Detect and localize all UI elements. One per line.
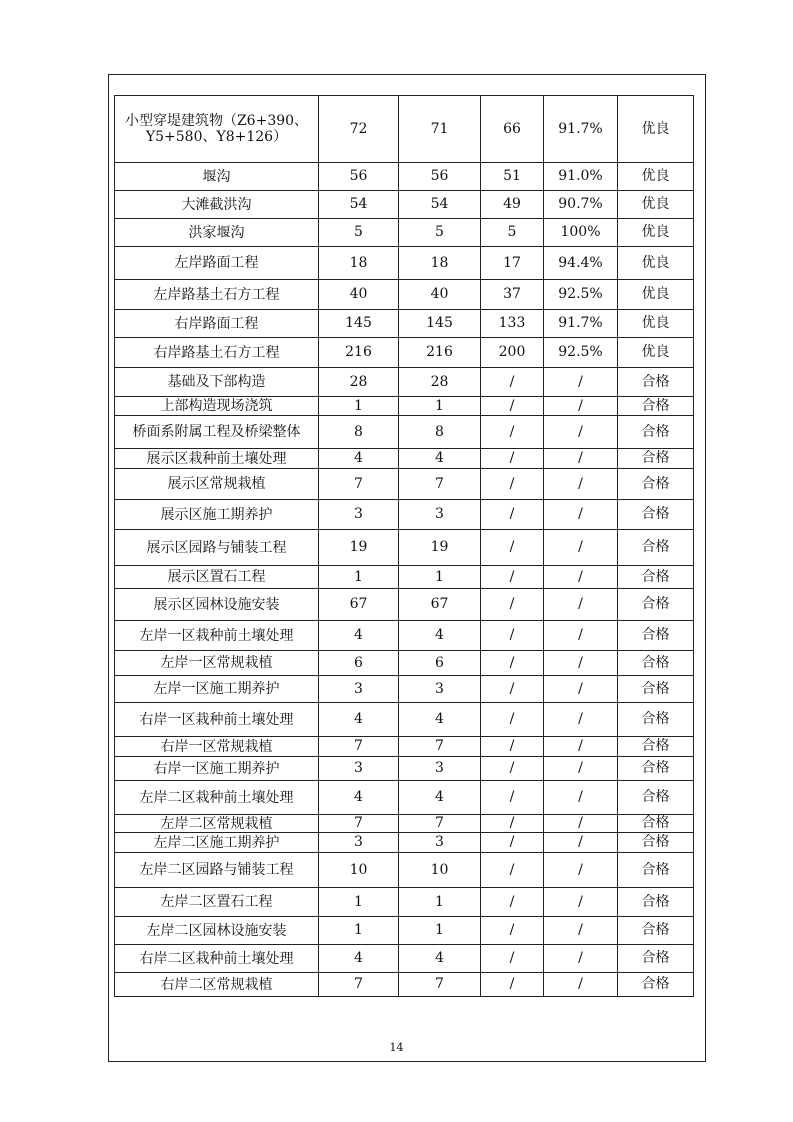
units-count-cell: 4 (319, 945, 399, 973)
item-name-cell: 小型穿堤建筑物（Z6+390、Y5+580、Y8+126） (115, 96, 319, 163)
grade-cell: 合格 (618, 737, 694, 757)
excellent-rate-cell: / (544, 500, 618, 530)
units-count-cell: 7 (319, 469, 399, 500)
item-name-cell: 左岸二区施工期养护 (115, 833, 319, 853)
item-name-cell: 展示区施工期养护 (115, 500, 319, 530)
excellent-rate-cell: / (544, 397, 618, 416)
table-row (115, 219, 694, 247)
table-row (115, 247, 694, 280)
qualified-count-cell: 71 (399, 96, 481, 163)
excellent-count-cell: / (481, 757, 544, 781)
grade-cell: 合格 (618, 815, 694, 833)
grade-cell: 合格 (618, 853, 694, 888)
table-row (115, 757, 694, 781)
units-count-cell: 7 (319, 973, 399, 997)
excellent-rate-cell: / (544, 917, 618, 945)
excellent-rate-cell: / (544, 589, 618, 621)
grade-cell: 优良 (618, 280, 694, 310)
table-row (115, 449, 694, 469)
excellent-rate-cell: 100% (544, 219, 618, 247)
item-name-cell: 左岸二区园林设施安装 (115, 917, 319, 945)
qualified-count-cell: 1 (399, 888, 481, 917)
item-name-cell: 左岸一区常规栽植 (115, 651, 319, 676)
excellent-rate-cell: / (544, 469, 618, 500)
grade-cell: 优良 (618, 247, 694, 280)
excellent-count-cell: / (481, 737, 544, 757)
units-count-cell: 7 (319, 815, 399, 833)
excellent-rate-cell: / (544, 449, 618, 469)
units-count-cell: 28 (319, 368, 399, 397)
item-name-cell: 右岸一区常规栽植 (115, 737, 319, 757)
item-name-cell: 大滩截洪沟 (115, 191, 319, 219)
grade-cell: 优良 (618, 191, 694, 219)
table-row (115, 397, 694, 416)
units-count-cell: 216 (319, 338, 399, 368)
item-name-cell: 左岸二区园路与铺装工程 (115, 853, 319, 888)
grade-cell: 合格 (618, 368, 694, 397)
item-name-cell: 右岸一区施工期养护 (115, 757, 319, 781)
grade-cell: 合格 (618, 888, 694, 917)
table-row (115, 500, 694, 530)
units-count-cell: 4 (319, 449, 399, 469)
grade-cell: 合格 (618, 833, 694, 853)
table-row (115, 191, 694, 219)
table-row (115, 163, 694, 191)
units-count-cell: 40 (319, 280, 399, 310)
excellent-count-cell: / (481, 703, 544, 737)
excellent-rate-cell: / (544, 888, 618, 917)
table-row (115, 96, 694, 163)
qualified-count-cell: 5 (399, 219, 481, 247)
table-row (115, 917, 694, 945)
grade-cell: 合格 (618, 500, 694, 530)
excellent-rate-cell: / (544, 566, 618, 589)
grade-cell: 优良 (618, 96, 694, 163)
excellent-rate-cell: 90.7% (544, 191, 618, 219)
grade-cell: 优良 (618, 163, 694, 191)
item-name-cell: 展示区园林设施安装 (115, 589, 319, 621)
item-name-cell: 左岸二区常规栽植 (115, 815, 319, 833)
qualified-count-cell: 8 (399, 416, 481, 449)
qualified-count-cell: 6 (399, 651, 481, 676)
excellent-rate-cell: / (544, 530, 618, 566)
excellent-count-cell: 49 (481, 191, 544, 219)
excellent-count-cell: / (481, 416, 544, 449)
units-count-cell: 4 (319, 781, 399, 815)
item-name-cell: 右岸路面工程 (115, 310, 319, 338)
excellent-count-cell: / (481, 469, 544, 500)
units-count-cell: 1 (319, 397, 399, 416)
grade-cell: 合格 (618, 703, 694, 737)
excellent-rate-cell: / (544, 368, 618, 397)
qualified-count-cell: 4 (399, 703, 481, 737)
qualified-count-cell: 3 (399, 833, 481, 853)
excellent-count-cell: 17 (481, 247, 544, 280)
qualified-count-cell: 7 (399, 815, 481, 833)
table-body (115, 96, 694, 997)
table-row (115, 310, 694, 338)
grade-cell: 合格 (618, 757, 694, 781)
units-count-cell: 3 (319, 500, 399, 530)
qualified-count-cell: 40 (399, 280, 481, 310)
table-row (115, 338, 694, 368)
excellent-rate-cell: / (544, 973, 618, 997)
excellent-rate-cell: / (544, 781, 618, 815)
excellent-rate-cell: / (544, 703, 618, 737)
qualified-count-cell: 28 (399, 368, 481, 397)
table-row (115, 280, 694, 310)
table-row (115, 833, 694, 853)
grade-cell: 合格 (618, 530, 694, 566)
units-count-cell: 8 (319, 416, 399, 449)
units-count-cell: 5 (319, 219, 399, 247)
excellent-rate-cell: 94.4% (544, 247, 618, 280)
qualified-count-cell: 67 (399, 589, 481, 621)
excellent-count-cell: / (481, 621, 544, 651)
excellent-count-cell: 66 (481, 96, 544, 163)
excellent-rate-cell: 91.7% (544, 96, 618, 163)
excellent-count-cell: 133 (481, 310, 544, 338)
table-row (115, 703, 694, 737)
grade-cell: 优良 (618, 338, 694, 368)
excellent-rate-cell: / (544, 621, 618, 651)
qualified-count-cell: 10 (399, 853, 481, 888)
excellent-rate-cell: / (544, 853, 618, 888)
qualified-count-cell: 19 (399, 530, 481, 566)
grade-cell: 合格 (618, 945, 694, 973)
excellent-count-cell: / (481, 449, 544, 469)
excellent-count-cell: 5 (481, 219, 544, 247)
qualified-count-cell: 216 (399, 338, 481, 368)
item-name-cell: 展示区园路与铺装工程 (115, 530, 319, 566)
excellent-rate-cell: / (544, 676, 618, 703)
qualified-count-cell: 145 (399, 310, 481, 338)
item-name-cell: 左岸一区栽种前土壤处理 (115, 621, 319, 651)
table-row (115, 416, 694, 449)
excellent-rate-cell: / (544, 416, 618, 449)
table-row (115, 469, 694, 500)
table-row (115, 589, 694, 621)
item-name-cell: 基础及下部构造 (115, 368, 319, 397)
excellent-count-cell: / (481, 945, 544, 973)
grade-cell: 合格 (618, 469, 694, 500)
excellent-rate-cell: 92.5% (544, 338, 618, 368)
units-count-cell: 56 (319, 163, 399, 191)
item-name-cell: 展示区置石工程 (115, 566, 319, 589)
excellent-count-cell: / (481, 815, 544, 833)
item-name-cell: 左岸一区施工期养护 (115, 676, 319, 703)
excellent-rate-cell: / (544, 757, 618, 781)
table-row (115, 945, 694, 973)
units-count-cell: 1 (319, 888, 399, 917)
grade-cell: 合格 (618, 651, 694, 676)
grade-cell: 合格 (618, 589, 694, 621)
units-count-cell: 3 (319, 757, 399, 781)
qualified-count-cell: 4 (399, 945, 481, 973)
excellent-count-cell: / (481, 530, 544, 566)
item-name-cell: 洪家堰沟 (115, 219, 319, 247)
qualified-count-cell: 54 (399, 191, 481, 219)
qualified-count-cell: 4 (399, 781, 481, 815)
excellent-count-cell: / (481, 651, 544, 676)
item-name-cell: 左岸二区置石工程 (115, 888, 319, 917)
grade-cell: 合格 (618, 416, 694, 449)
item-name-cell: 桥面系附属工程及桥梁整体 (115, 416, 319, 449)
excellent-count-cell: / (481, 781, 544, 815)
units-count-cell: 67 (319, 589, 399, 621)
grade-cell: 合格 (618, 566, 694, 589)
units-count-cell: 72 (319, 96, 399, 163)
grade-cell: 合格 (618, 781, 694, 815)
units-count-cell: 10 (319, 853, 399, 888)
excellent-count-cell: / (481, 676, 544, 703)
grade-cell: 合格 (618, 973, 694, 997)
page-number: 14 (389, 1041, 404, 1054)
excellent-count-cell: / (481, 500, 544, 530)
excellent-rate-cell: / (544, 651, 618, 676)
excellent-count-cell: / (481, 917, 544, 945)
units-count-cell: 3 (319, 833, 399, 853)
excellent-rate-cell: / (544, 737, 618, 757)
item-name-cell: 展示区常规栽植 (115, 469, 319, 500)
table-row (115, 888, 694, 917)
item-name-cell: 右岸二区栽种前土壤处理 (115, 945, 319, 973)
excellent-rate-cell: 92.5% (544, 280, 618, 310)
table-row (115, 530, 694, 566)
excellent-count-cell: 37 (481, 280, 544, 310)
excellent-count-cell: / (481, 853, 544, 888)
qualified-count-cell: 7 (399, 737, 481, 757)
table-row (115, 676, 694, 703)
excellent-count-cell: 200 (481, 338, 544, 368)
excellent-count-cell: / (481, 566, 544, 589)
grade-cell: 合格 (618, 917, 694, 945)
table-row (115, 815, 694, 833)
units-count-cell: 1 (319, 566, 399, 589)
qualified-count-cell: 4 (399, 449, 481, 469)
qualified-count-cell: 4 (399, 621, 481, 651)
qualified-count-cell: 1 (399, 397, 481, 416)
table-row (115, 853, 694, 888)
qualified-count-cell: 7 (399, 973, 481, 997)
units-count-cell: 4 (319, 621, 399, 651)
qualified-count-cell: 18 (399, 247, 481, 280)
item-name-cell: 左岸二区栽种前土壤处理 (115, 781, 319, 815)
table-row (115, 973, 694, 997)
grade-cell: 合格 (618, 397, 694, 416)
excellent-count-cell: / (481, 368, 544, 397)
quality-assessment-table (114, 95, 694, 997)
item-name-cell: 右岸一区栽种前土壤处理 (115, 703, 319, 737)
excellent-count-cell: / (481, 973, 544, 997)
units-count-cell: 1 (319, 917, 399, 945)
table-row (115, 651, 694, 676)
grade-cell: 合格 (618, 621, 694, 651)
excellent-count-cell: 51 (481, 163, 544, 191)
item-name-cell: 展示区栽种前土壤处理 (115, 449, 319, 469)
grade-cell: 合格 (618, 449, 694, 469)
qualified-count-cell: 3 (399, 500, 481, 530)
excellent-rate-cell: / (544, 815, 618, 833)
units-count-cell: 4 (319, 703, 399, 737)
grade-cell: 合格 (618, 676, 694, 703)
table-row (115, 781, 694, 815)
table-row (115, 621, 694, 651)
excellent-count-cell: / (481, 833, 544, 853)
excellent-count-cell: / (481, 397, 544, 416)
qualified-count-cell: 3 (399, 757, 481, 781)
grade-cell: 优良 (618, 219, 694, 247)
qualified-count-cell: 7 (399, 469, 481, 500)
item-name-cell: 堰沟 (115, 163, 319, 191)
table-row (115, 368, 694, 397)
excellent-rate-cell: 91.7% (544, 310, 618, 338)
table-row (115, 737, 694, 757)
units-count-cell: 7 (319, 737, 399, 757)
excellent-count-cell: / (481, 589, 544, 621)
item-name-cell: 右岸二区常规栽植 (115, 973, 319, 997)
table-row (115, 566, 694, 589)
units-count-cell: 145 (319, 310, 399, 338)
qualified-count-cell: 1 (399, 917, 481, 945)
qualified-count-cell: 56 (399, 163, 481, 191)
qualified-count-cell: 1 (399, 566, 481, 589)
item-name-cell: 左岸路面工程 (115, 247, 319, 280)
units-count-cell: 3 (319, 676, 399, 703)
item-name-cell: 右岸路基土石方工程 (115, 338, 319, 368)
excellent-rate-cell: / (544, 833, 618, 853)
units-count-cell: 54 (319, 191, 399, 219)
excellent-count-cell: / (481, 888, 544, 917)
item-name-cell: 左岸路基土石方工程 (115, 280, 319, 310)
units-count-cell: 6 (319, 651, 399, 676)
excellent-rate-cell: / (544, 945, 618, 973)
grade-cell: 优良 (618, 310, 694, 338)
qualified-count-cell: 3 (399, 676, 481, 703)
item-name-cell: 上部构造现场浇筑 (115, 397, 319, 416)
excellent-rate-cell: 91.0% (544, 163, 618, 191)
units-count-cell: 18 (319, 247, 399, 280)
units-count-cell: 19 (319, 530, 399, 566)
